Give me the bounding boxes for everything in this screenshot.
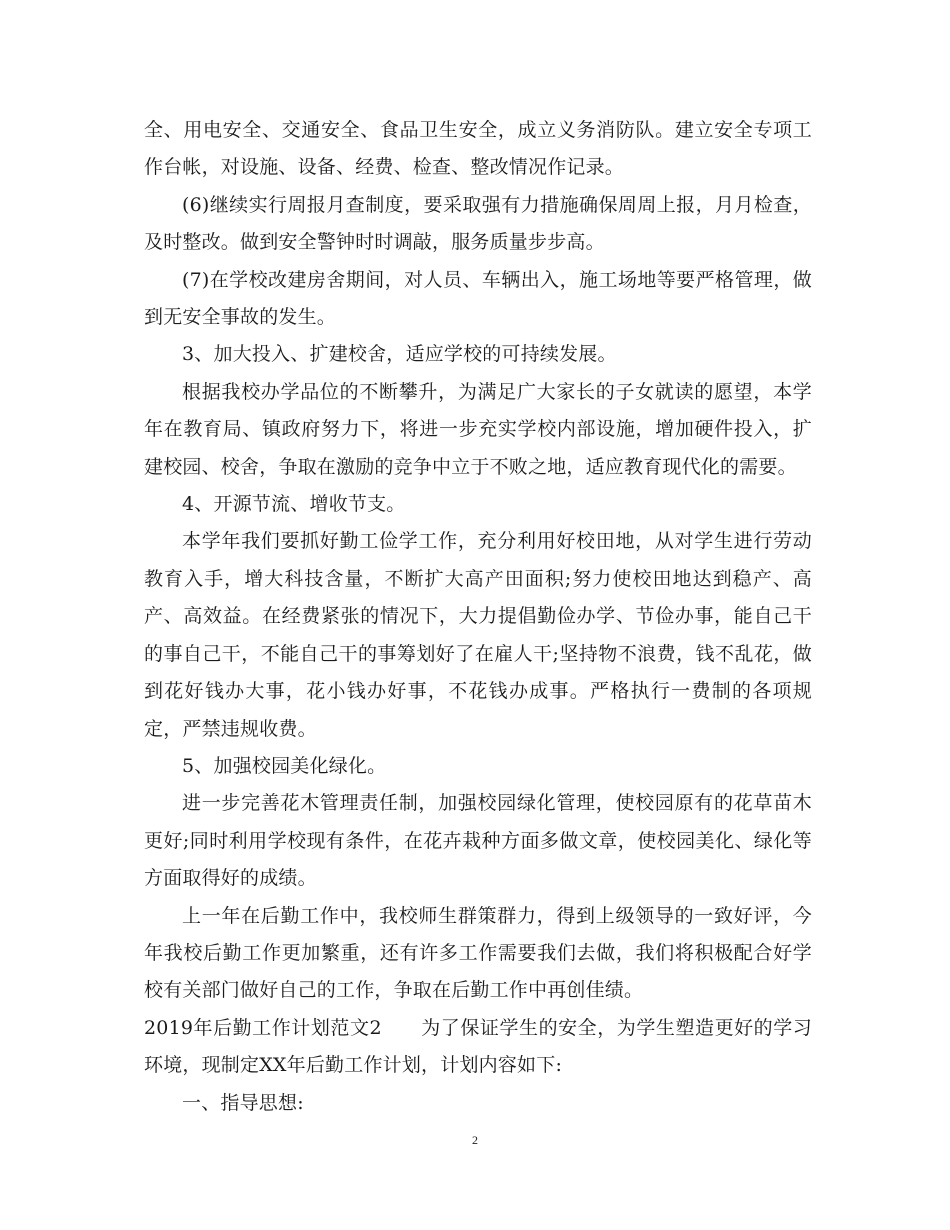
paragraph-summary: 上一年在后勤工作中，我校师生群策群力，得到上级领导的一致好评，今年我校后勤工作更加繁重，还有许多工作需要我们去做，我们将积极配合好学校有关部门做好自己的工作，争取在后勤工作中再创佳绩。 <box>144 904 812 1002</box>
heading-guiding-thought: 一、指导思想: <box>182 1091 304 1114</box>
paragraph-section-3-body: 根据我校办学品位的不断攀升，为满足广大家长的子女就读的愿望，本学年在教育局、镇政府努力下，将进一步充实学校内部设施，增加硬件投入，扩建校园、校舍，争取在激励的竞争中立于不败之地，适应教育现代化的需要。 <box>144 380 812 478</box>
document-body <box>144 112 812 1122</box>
paragraph-safety-continued: 全、用电安全、交通安全、食品卫生安全，成立义务消防队。建立安全专项工作台帐，对设施、设备、经费、检查、整改情况作记录。 <box>144 119 812 179</box>
paragraph-section-5-body: 进一步完善花木管理责任制，加强校园绿化管理，使校园原有的花草苗木更好;同时利用学校现有条件，在花卉栽种方面多做文章，使校园美化、绿化等方面取得好的成绩。 <box>144 792 812 890</box>
paragraph-plan-2-intro: 2019年后勤工作计划范文2 为了保证学生的安全，为学生塑造更好的学习环境，现制定XX年后勤工作计划，计划内容如下: <box>144 1016 812 1077</box>
heading-section-4: 4、开源节流、增收节支。 <box>182 493 406 516</box>
heading-section-3: 3、加大投入、扩建校舍，适应学校的可持续发展。 <box>182 343 617 366</box>
paragraph-item-6: (6)继续实行周报月查制度，要采取强有力措施确保周周上报，月月检查，及时整改。做到安全警钟时时调敲，服务质量步步高。 <box>144 193 812 254</box>
paragraph-section-4-body: 本学年我们要抓好勤工俭学工作，充分利用好校田地，从对学生进行劳动教育入手，增大科技含量，不断扩大高产田面积;努力使校田地达到稳产、高产、高效益。在经费紧张的情况下，大力提倡勤俭办学、节俭办事，能自己干的事自己干，不能自己干的事筹划好了在雇人干;坚持物不浪费，钱不乱花，做到花好钱办大事，花小钱办好事，不花钱办成事。严格执行一费制的各项规定，严禁违规收费。 <box>144 530 812 740</box>
page-number: 2 <box>472 1133 478 1147</box>
heading-section-5: 5、加强校园美化绿化。 <box>182 754 387 777</box>
paragraph-item-7: (7)在学校改建房舍期间，对人员、车辆出入，施工场地等要严格管理，做到无安全事故的发生。 <box>144 268 812 329</box>
